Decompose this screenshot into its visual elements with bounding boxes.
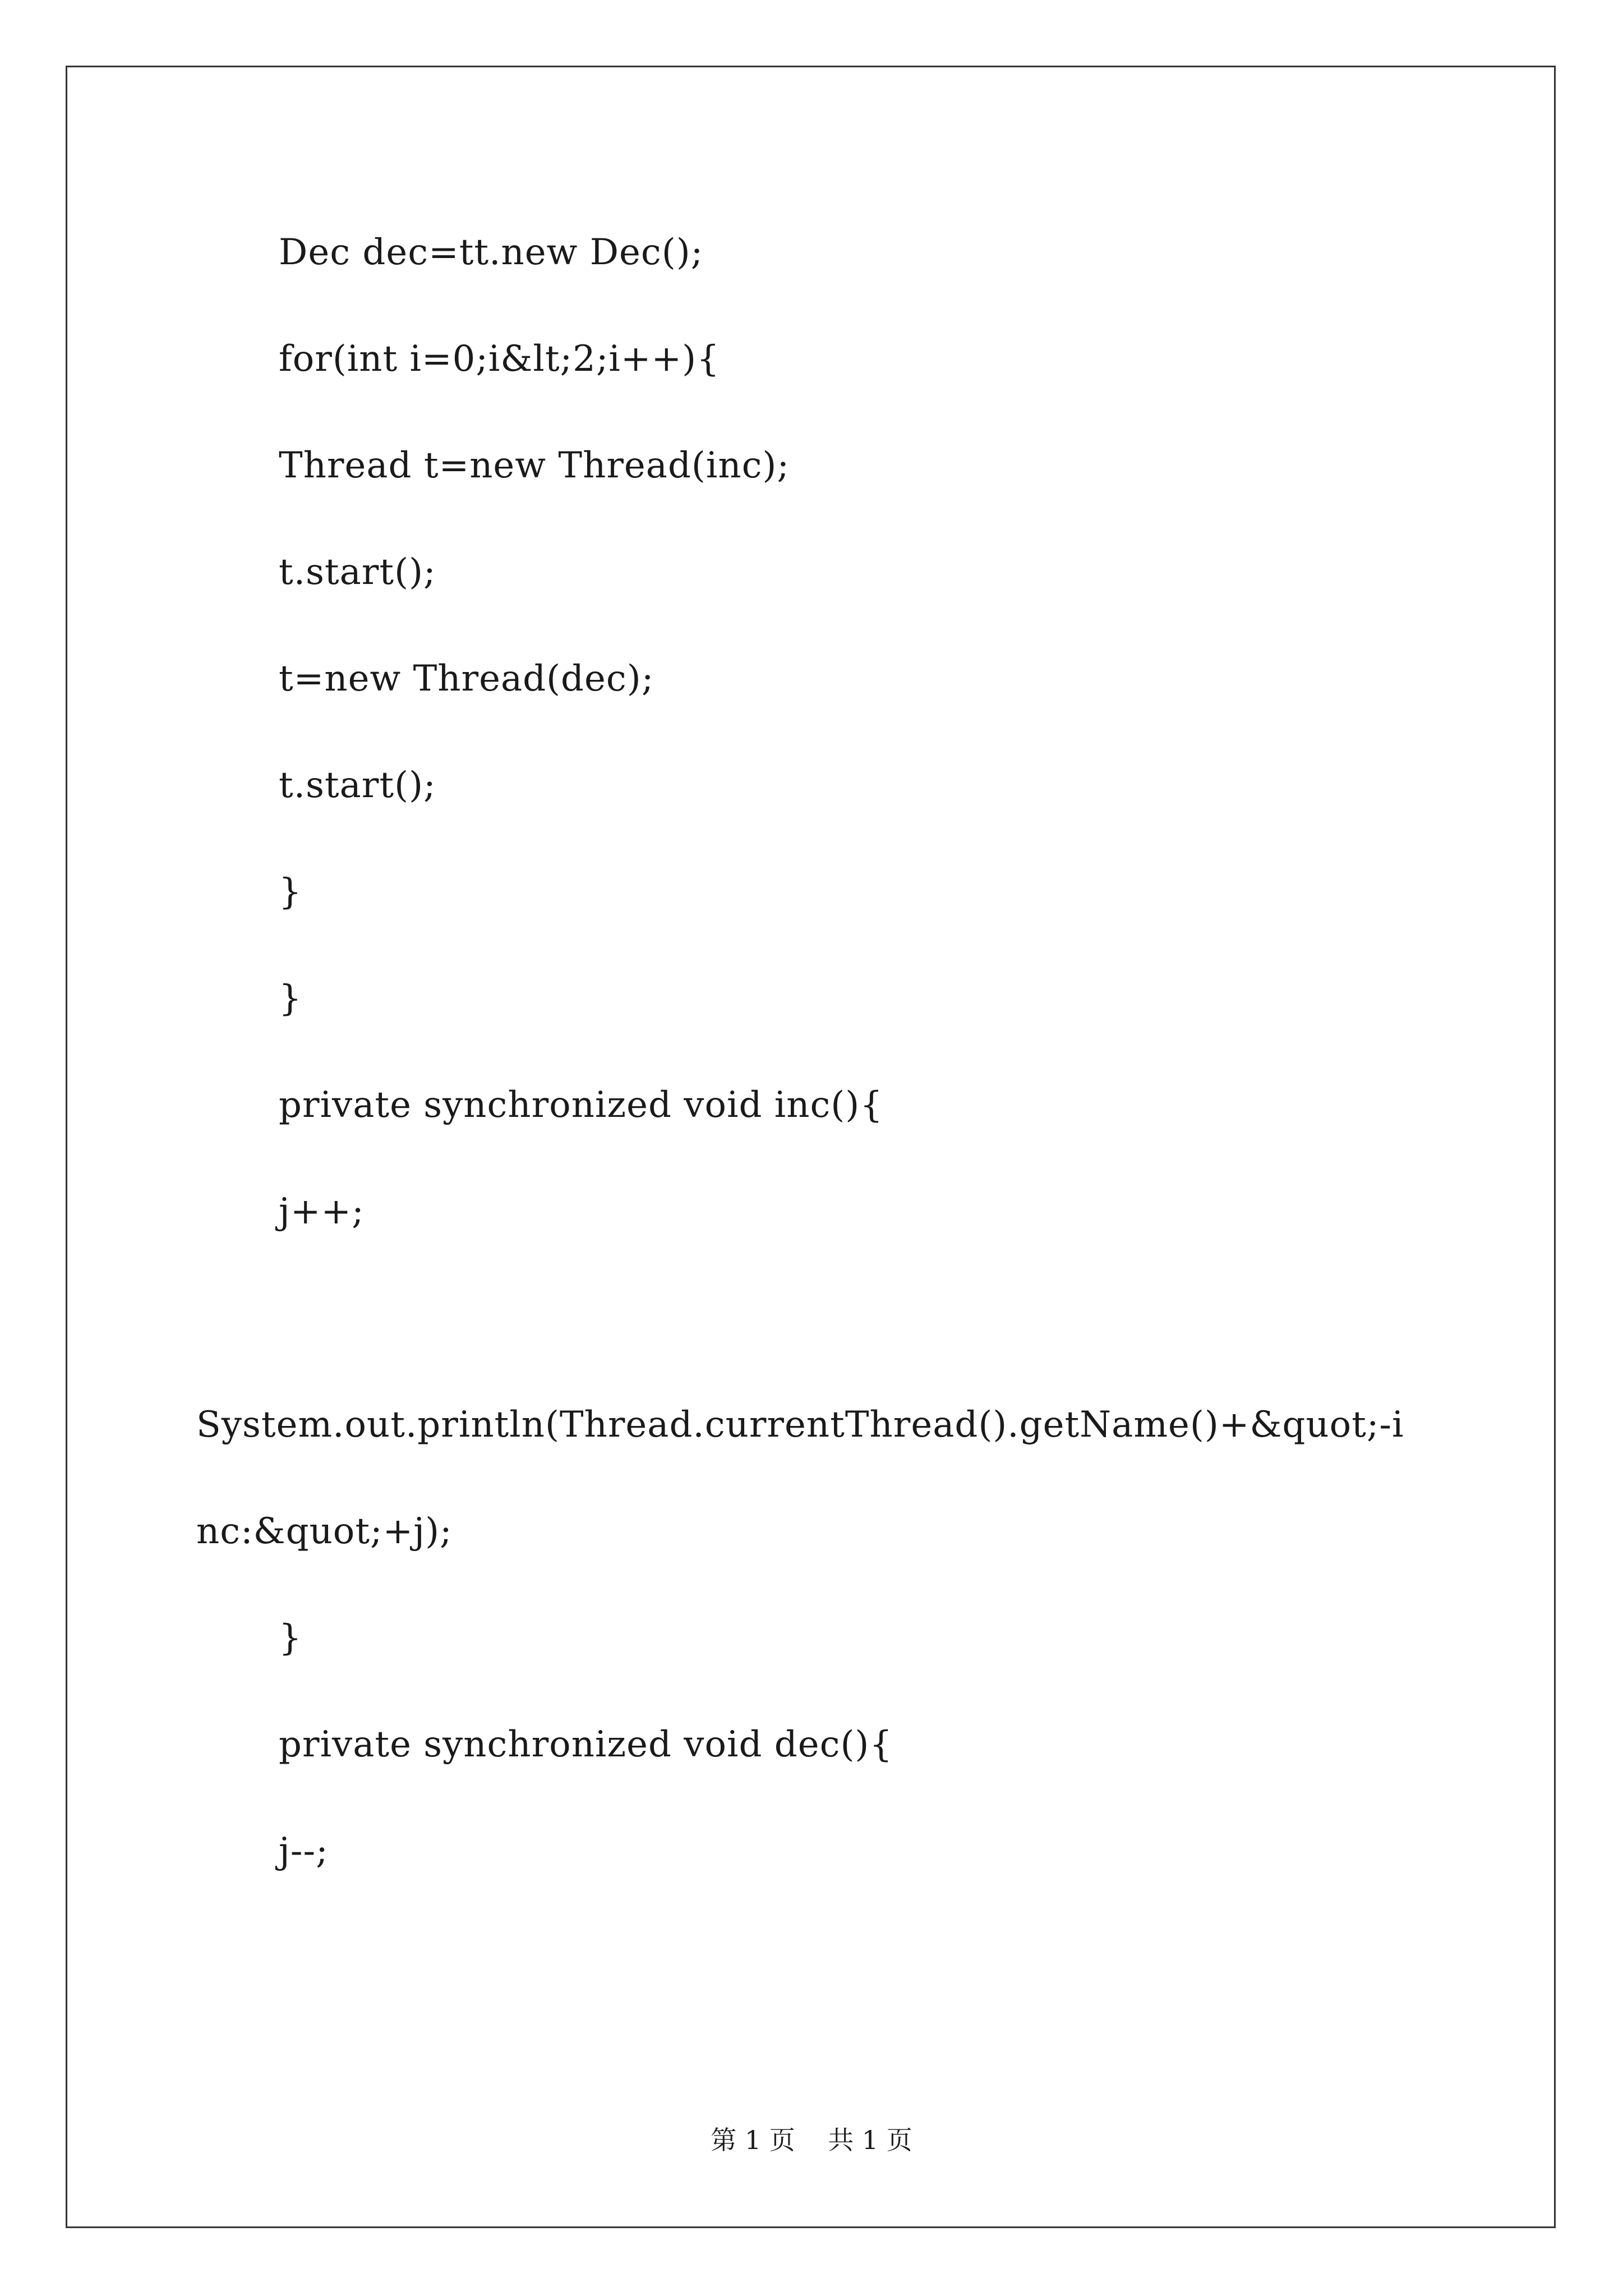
page-border (66, 66, 1556, 2228)
code-line: t.start(); (279, 551, 436, 593)
code-line: j--; (279, 1830, 329, 1872)
page-footer: 第 1 页 共 1 页 (711, 2125, 912, 2155)
code-line: j++; (279, 1191, 365, 1232)
code-line: t.start(); (279, 765, 436, 806)
code-line: } (279, 871, 302, 913)
code-line: } (279, 978, 302, 1019)
code-line: Thread t=new Thread(inc); (279, 445, 790, 486)
code-line: t=new Thread(dec); (279, 658, 654, 700)
code-line: Dec dec=tt.new Dec(); (279, 232, 704, 273)
code-line: System.out.println(Thread.currentThread().getName()+&quot;-i (196, 1404, 1404, 1446)
code-line: private synchronized void dec(){ (279, 1724, 893, 1765)
code-line: } (279, 1617, 302, 1659)
code-line: private synchronized void inc(){ (279, 1084, 883, 1126)
code-line: for(int i=0;i&lt;2;i++){ (279, 338, 720, 380)
code-line: nc:&quot;+j); (196, 1511, 453, 1552)
